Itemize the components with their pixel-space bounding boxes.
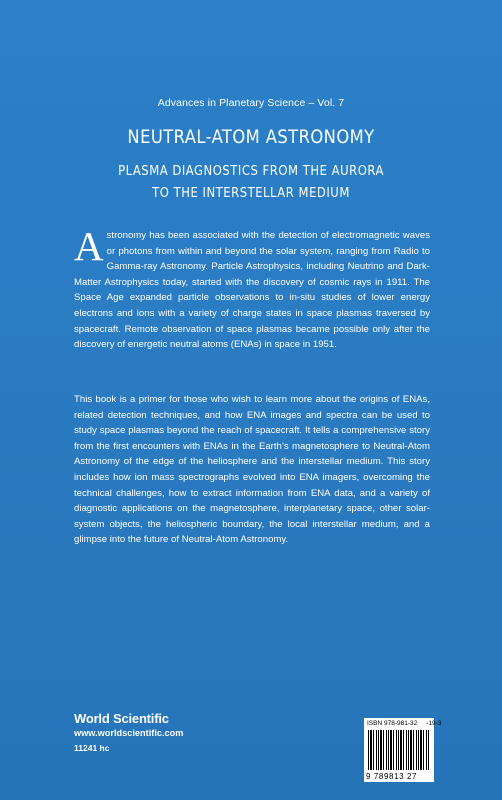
publisher-code: 11241 hc [74,743,110,753]
series-label: Advances in Planetary Science – Vol. 7 [157,97,345,109]
publisher-name: World Scientific [74,711,169,726]
subtitle-line-1: PLASMA DIAGNOSTICS FROM THE AURORA [118,163,384,179]
barcode-icon [368,730,430,770]
blurb-paragraph-1 [74,223,430,353]
barcode-label [364,718,442,782]
blurb-paragraph-2 [74,392,430,548]
book-title: NEUTRAL-ATOM ASTRONOMY [127,126,375,148]
paragraph-2-text: This book is a primer for those who wish to learn more about the origins of ENAs, related detection techniques, and how ENA images and spectra can be used to study space plasmas beyond the reach of spacecraft. It tells a comprehensive story from the first encounters with ENAs in the Earth’s magnetosphere to Neutral-Atom Astronomy of the edge of the heliosphere and the interstellar medium. This story includes how ion mass spectrographs evolved into ENA imagers, overcoming the technical challenges, how to extract information from ENA data, and a variety of diagnostic applications on the magnetosphere, interplanetary space, other solar-system objects, the heliospheric boundary, the local interstellar medium, and a glimpse into the future of Neutral-Atom Astronomy. [74,394,430,546]
book-subtitle [35,160,467,204]
ean-number: 9 789813 27 [366,772,432,781]
publisher-website: www.worldscientific.com [74,728,184,738]
subtitle-line-2: TO THE INTERSTELLAR MEDIUM [152,185,350,201]
isbn-text: ISBN 978-981-32 -19-3 [367,720,442,727]
drop-cap: A [74,223,104,269]
paragraph-1-text: stronomy has been associated with the detection of electromagnetic waves or photons from within and beyond the solar system, ranging from Radio to Gamma-ray Astronomy. Particle Astrophysics, including Neutrino and Dark-Matter Astrophysics today, started with the discovery of cosmic rays in 1911. The Space Age expanded particle observations to in-situ studies of lower energy electrons and ions with a variety of charge states in space plasmas traversed by spacecraft. Remote observation of space plasmas became possible only after the discovery of energetic neutral atoms (ENAs) in space in 1951. [74,230,430,351]
